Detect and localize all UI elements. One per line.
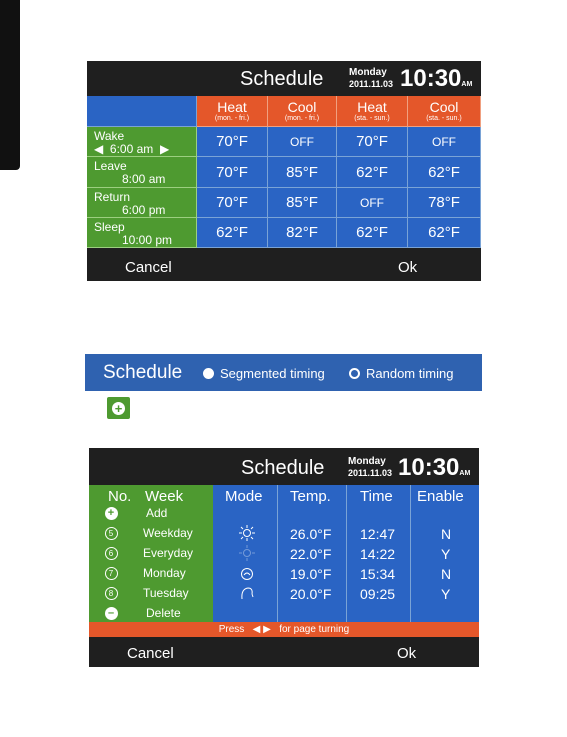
number-badge: 6 [105, 547, 118, 560]
footer-bar [87, 253, 481, 281]
column-label: Cool [287, 98, 317, 115]
column-header [268, 96, 337, 127]
list-item[interactable] [89, 564, 213, 582]
column-label: Heat [217, 98, 247, 115]
clock [398, 454, 470, 482]
cancel-button[interactable]: Cancel [125, 259, 172, 276]
entries-panel [213, 485, 479, 622]
corner-cell [87, 96, 197, 127]
column-sub: (mon. - fri.) [214, 114, 250, 122]
arrow-left-icon[interactable]: ◀ [94, 142, 104, 156]
table-row[interactable] [213, 565, 479, 583]
column-label: Cool [429, 98, 459, 115]
enable-value: Y [441, 546, 451, 562]
value-cell[interactable]: 62°F [408, 157, 481, 188]
ok-button[interactable]: Ok [398, 259, 418, 276]
timing-mode-bar [85, 354, 482, 391]
hint-suffix: for page turning [279, 624, 350, 635]
schedule-screen-1 [87, 61, 481, 281]
side-tab [0, 0, 20, 170]
row-name: Leave [94, 159, 127, 173]
screen-title: Schedule [241, 457, 325, 479]
column-header [408, 96, 481, 127]
col-header-temp: Temp. [290, 488, 331, 505]
date-label: 2011.11.03 [348, 468, 393, 478]
clock-time: 10:30 [398, 454, 460, 481]
value-cell[interactable]: OFF [337, 188, 408, 218]
value-cell[interactable]: 62°F [337, 157, 408, 188]
row-label-sleep[interactable] [87, 218, 197, 248]
enable-value: N [441, 526, 452, 542]
bar-title: Schedule [103, 362, 183, 383]
value-cell[interactable]: 62°F [337, 218, 408, 248]
value-cell[interactable]: 62°F [408, 218, 481, 248]
value-cell[interactable]: 85°F [268, 157, 337, 188]
week-label: Monday [143, 566, 186, 580]
table-row[interactable] [213, 585, 479, 603]
value-cell[interactable]: 70°F [197, 188, 268, 218]
table-row[interactable] [213, 545, 479, 563]
clock [400, 65, 472, 93]
row-time [94, 143, 169, 156]
value-cell[interactable]: 82°F [268, 218, 337, 248]
column-sub: (mon. - fri.) [284, 114, 320, 122]
remove-circle-icon[interactable]: – [105, 607, 118, 620]
value-cell[interactable]: OFF [268, 127, 337, 157]
col-header-week: Week [145, 488, 184, 505]
clock-time: 10:30 [400, 65, 462, 92]
list-item[interactable] [89, 584, 213, 602]
drop-icon [239, 565, 255, 581]
column-label: Heat [357, 98, 387, 115]
schedule-screen-2 [89, 448, 479, 667]
page-turn-hint [89, 622, 479, 637]
weekday-label: Monday [349, 67, 387, 78]
footer-bar [89, 639, 479, 667]
value-cell[interactable]: 70°F [197, 127, 268, 157]
fan-icon [239, 585, 255, 601]
column-header [337, 96, 408, 127]
week-panel [89, 485, 213, 622]
date-label: 2011.11.03 [349, 79, 394, 89]
screen-title: Schedule [240, 68, 324, 90]
number-badge: 8 [105, 587, 118, 600]
row-name: Sleep [94, 220, 125, 234]
list-item[interactable] [89, 544, 213, 562]
value-cell[interactable]: 70°F [197, 157, 268, 188]
hint-prefix: Press [218, 624, 245, 635]
row-name: Wake [94, 129, 125, 143]
add-label: Add [146, 506, 168, 520]
time-value: 09:25 [360, 586, 396, 602]
enable-value: N [441, 566, 452, 582]
value-cell[interactable]: 85°F [268, 188, 337, 218]
row-time-value: 8:00 am [122, 172, 166, 186]
clock-ampm: AM [461, 81, 473, 88]
row-time-value: 6:00 am [109, 142, 154, 156]
week-label: Weekday [143, 526, 193, 540]
temp-value: 26.0°F [290, 526, 332, 542]
sun-icon [239, 525, 255, 541]
row-label-wake[interactable] [87, 127, 197, 157]
add-circle-icon[interactable]: + [105, 507, 118, 520]
temp-value: 20.0°F [290, 586, 332, 602]
temp-value: 22.0°F [290, 546, 332, 562]
radio-icon[interactable] [349, 368, 360, 379]
week-label: Everyday [143, 546, 194, 560]
col-header-enable: Enable [417, 488, 464, 505]
value-cell[interactable]: 78°F [408, 188, 481, 218]
number-badge: 7 [105, 567, 118, 580]
value-cell[interactable]: OFF [408, 127, 481, 157]
option-label: Random timing [366, 366, 454, 381]
enable-value: Y [441, 586, 451, 602]
temp-value: 19.0°F [290, 566, 332, 582]
week-label: Tuesday [143, 586, 189, 600]
cancel-button[interactable]: Cancel [127, 645, 174, 662]
time-value: 15:34 [360, 566, 396, 582]
radio-selected-icon[interactable] [203, 368, 214, 379]
delete-label: Delete [146, 606, 181, 620]
value-cell[interactable]: 62°F [197, 218, 268, 248]
column-header [197, 96, 268, 127]
add-row[interactable] [89, 504, 213, 522]
arrow-right-icon[interactable]: ▶ [159, 142, 170, 156]
column-sub: (sta. - sun.) [426, 114, 462, 122]
col-header-time: Time [360, 488, 393, 505]
table-row[interactable] [213, 525, 479, 543]
column-sub: (sta. - sun.) [354, 114, 390, 122]
row-label-leave[interactable] [87, 157, 197, 188]
col-header-no: No. [108, 488, 132, 505]
arrow-right-icon[interactable]: ▶ [263, 624, 271, 635]
row-label-return[interactable] [87, 188, 197, 218]
col-header-mode: Mode [225, 488, 263, 505]
delete-row[interactable] [89, 604, 213, 622]
weekday-label: Monday [348, 456, 386, 467]
segmented-timing-option[interactable] [203, 366, 325, 381]
time-value: 14:22 [360, 546, 396, 562]
option-label: Segmented timing [220, 366, 325, 381]
add-icon[interactable]: + [107, 397, 130, 419]
sun-faint-icon [239, 545, 255, 561]
row-time-value: 6:00 pm [122, 203, 166, 217]
row-time-value: 10:00 pm [122, 233, 173, 247]
random-timing-option[interactable] [349, 366, 453, 381]
arrow-left-icon[interactable]: ◀ [252, 624, 261, 635]
clock-ampm: AM [459, 470, 471, 477]
value-cell[interactable]: 70°F [337, 127, 408, 157]
ok-button[interactable]: Ok [397, 645, 417, 662]
number-badge: 5 [105, 527, 118, 540]
list-item[interactable] [89, 524, 213, 542]
row-name: Return [94, 190, 131, 204]
time-value: 12:47 [360, 526, 396, 542]
